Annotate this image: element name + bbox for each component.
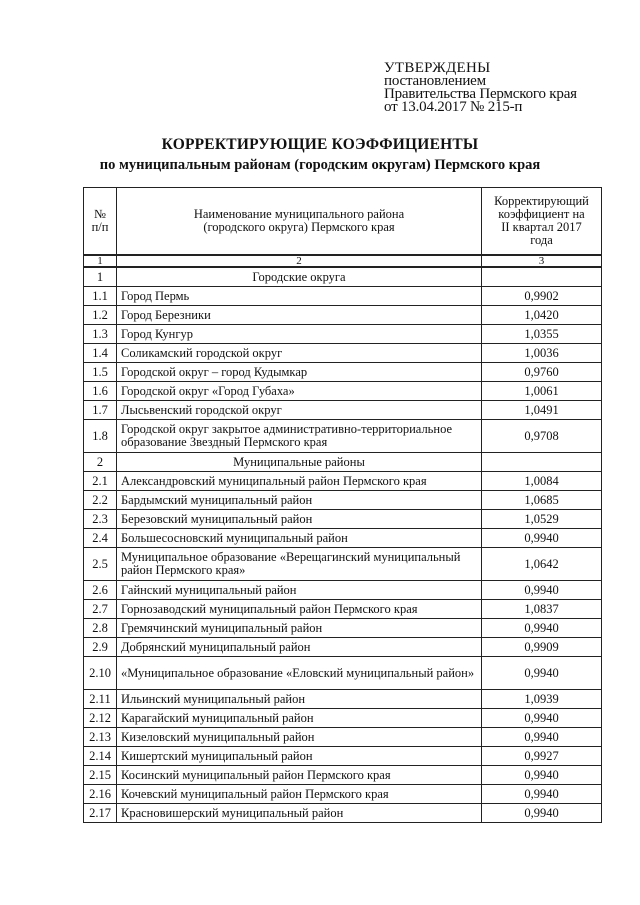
district-name: Кишертский муниципальный район	[117, 747, 482, 766]
table-row	[84, 472, 602, 491]
district-name: Березовский муниципальный район	[117, 510, 482, 529]
row-number: 2.2	[84, 491, 117, 510]
section-row	[84, 453, 602, 472]
district-name: Ильинский муниципальный район	[117, 690, 482, 709]
district-name: Городской округ «Город Губаха»	[117, 382, 482, 401]
row-number: 1.2	[84, 306, 117, 325]
district-name: Добрянский муниципальный район	[117, 638, 482, 657]
district-name: Кочевский муниципальный район Пермского края	[117, 785, 482, 804]
coefficient-value	[482, 267, 602, 287]
row-number: 2	[84, 453, 117, 472]
coefficient-value: 0,9940	[482, 785, 602, 804]
section-title: Городские округа	[117, 267, 482, 287]
row-number: 2.15	[84, 766, 117, 785]
table-row	[84, 420, 602, 453]
column-number: 3	[482, 255, 602, 267]
approval-line-government: Правительства Пермского края	[384, 86, 577, 102]
row-number: 2.12	[84, 709, 117, 728]
coefficient-value: 0,9940	[482, 581, 602, 600]
document-title: КОРРЕКТИРУЮЩИЕ КОЭФФИЦИЕНТЫ	[161, 136, 479, 153]
approval-line-date: от 13.04.2017 № 215-п	[384, 99, 523, 115]
table-row	[84, 766, 602, 785]
table-row	[84, 804, 602, 823]
row-number: 1.5	[84, 363, 117, 382]
row-number: 1.6	[84, 382, 117, 401]
row-number: 2.3	[84, 510, 117, 529]
table-header-row	[84, 188, 602, 256]
district-name: Город Березники	[117, 306, 482, 325]
table-row	[84, 619, 602, 638]
table-row	[84, 709, 602, 728]
row-number: 2.10	[84, 657, 117, 690]
row-number: 1.4	[84, 344, 117, 363]
table-row	[84, 728, 602, 747]
district-name: Городской округ закрытое административно-территориальное образование Звездный Пермского края	[117, 420, 482, 453]
coefficient-value: 1,0355	[482, 325, 602, 344]
row-number: 2.4	[84, 529, 117, 548]
section-title: Муниципальные районы	[117, 453, 482, 472]
approval-line-resolution: постановлением	[384, 73, 486, 89]
row-number: 2.6	[84, 581, 117, 600]
table-row	[84, 344, 602, 363]
district-name: Кизеловский муниципальный район	[117, 728, 482, 747]
coefficient-value: 1,0084	[482, 472, 602, 491]
coefficient-value: 1,0036	[482, 344, 602, 363]
column-numbers-row	[84, 255, 602, 267]
district-name: «Муниципальное образование «Еловский муниципальный район»	[117, 657, 482, 690]
table-row	[84, 657, 602, 690]
coefficient-value: 1,0837	[482, 600, 602, 619]
row-number: 2.1	[84, 472, 117, 491]
table-row	[84, 382, 602, 401]
district-name: Александровский муниципальный район Пермского края	[117, 472, 482, 491]
district-name: Муниципальное образование «Верещагинский муниципальный район Пермского края»	[117, 548, 482, 581]
header-name: Наименование муниципального района (городского округа) Пермского края	[117, 188, 482, 256]
coefficient-value: 1,0642	[482, 548, 602, 581]
table-row	[84, 600, 602, 619]
document-subtitle: по муниципальным районам (городским округам) Пермского края	[99, 157, 541, 173]
row-number: 2.17	[84, 804, 117, 823]
table-row	[84, 491, 602, 510]
district-name: Карагайский муниципальный район	[117, 709, 482, 728]
coefficient-value: 0,9940	[482, 709, 602, 728]
coefficient-value: 1,0685	[482, 491, 602, 510]
table-row	[84, 690, 602, 709]
row-number: 2.7	[84, 600, 117, 619]
district-name: Большесосновский муниципальный район	[117, 529, 482, 548]
row-number: 2.5	[84, 548, 117, 581]
coefficient-value: 0,9760	[482, 363, 602, 382]
table-row	[84, 510, 602, 529]
district-name: Город Пермь	[117, 287, 482, 306]
coefficient-value: 1,0061	[482, 382, 602, 401]
table-row	[84, 548, 602, 581]
row-number: 2.8	[84, 619, 117, 638]
row-number: 1.1	[84, 287, 117, 306]
coefficient-value: 0,9940	[482, 619, 602, 638]
district-name: Соликамский городской округ	[117, 344, 482, 363]
table-row	[84, 306, 602, 325]
row-number: 1.3	[84, 325, 117, 344]
district-name: Гремячинский муниципальный район	[117, 619, 482, 638]
coefficient-value: 1,0939	[482, 690, 602, 709]
district-name: Лысьвенский городской округ	[117, 401, 482, 420]
coefficient-value: 0,9940	[482, 728, 602, 747]
district-name: Бардымский муниципальный район	[117, 491, 482, 510]
table-row	[84, 785, 602, 804]
row-number: 2.11	[84, 690, 117, 709]
district-name: Городской округ – город Кудымкар	[117, 363, 482, 382]
coefficient-value: 0,9940	[482, 766, 602, 785]
table-row	[84, 287, 602, 306]
district-name: Гайнский муниципальный район	[117, 581, 482, 600]
coefficient-value: 1,0420	[482, 306, 602, 325]
coefficient-value: 0,9909	[482, 638, 602, 657]
column-number: 2	[117, 255, 482, 267]
section-row	[84, 267, 602, 287]
coefficient-value: 0,9940	[482, 529, 602, 548]
coefficient-value	[482, 453, 602, 472]
table-row	[84, 747, 602, 766]
header-coefficient: Корректирующий коэффициент на II квартал 2017 года	[482, 188, 602, 256]
table-row	[84, 638, 602, 657]
row-number: 1	[84, 267, 117, 287]
row-number: 2.13	[84, 728, 117, 747]
table-row	[84, 529, 602, 548]
coefficient-value: 0,9940	[482, 804, 602, 823]
column-number: 1	[84, 255, 117, 267]
coefficient-value: 0,9927	[482, 747, 602, 766]
coefficients-table	[83, 187, 602, 823]
coefficient-value: 1,0491	[482, 401, 602, 420]
table-row	[84, 401, 602, 420]
row-number: 2.14	[84, 747, 117, 766]
header-num: № п/п	[84, 188, 117, 256]
row-number: 2.16	[84, 785, 117, 804]
row-number: 1.7	[84, 401, 117, 420]
coefficient-value: 0,9902	[482, 287, 602, 306]
row-number: 2.9	[84, 638, 117, 657]
approval-stamp	[384, 62, 624, 114]
district-name: Город Кунгур	[117, 325, 482, 344]
coefficient-value: 1,0529	[482, 510, 602, 529]
coefficient-value: 0,9708	[482, 420, 602, 453]
table-row	[84, 581, 602, 600]
district-name: Горнозаводский муниципальный район Пермского края	[117, 600, 482, 619]
coefficient-value: 0,9940	[482, 657, 602, 690]
table-row	[84, 363, 602, 382]
table-row	[84, 325, 602, 344]
approval-line-approved: УТВЕРЖДЕНЫ	[384, 60, 491, 76]
district-name: Косинский муниципальный район Пермского края	[117, 766, 482, 785]
row-number: 1.8	[84, 420, 117, 453]
district-name: Красновишерский муниципальный район	[117, 804, 482, 823]
